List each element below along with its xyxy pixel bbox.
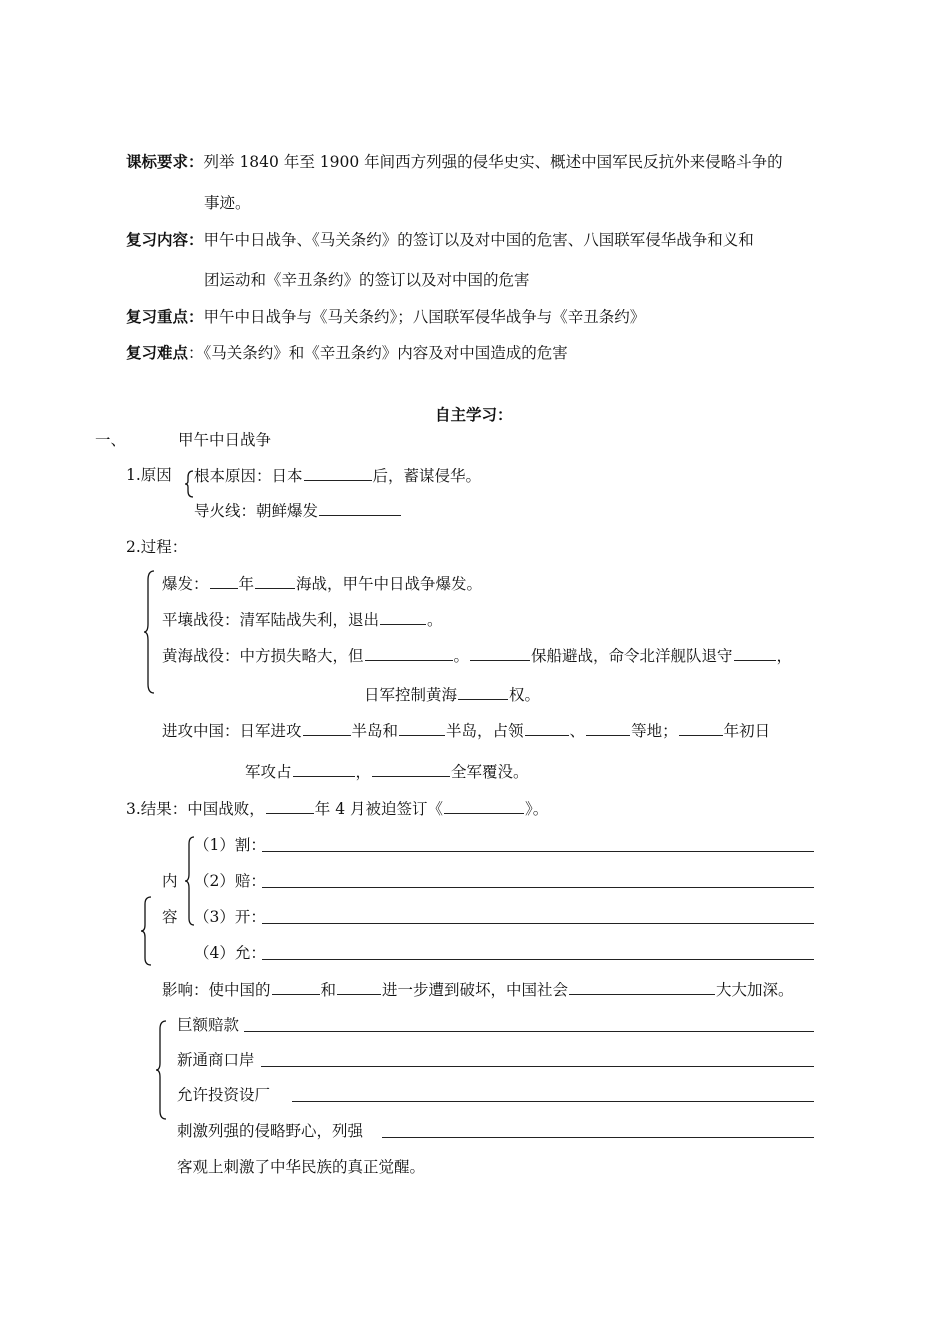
blank[interactable] [293, 761, 355, 777]
answer-line[interactable] [262, 959, 814, 960]
review-content-label: 复习内容： [126, 230, 204, 249]
blank[interactable] [255, 573, 295, 589]
impact-text-b: 和 [320, 981, 337, 999]
invade-text-c: 半岛，占领 [446, 722, 524, 740]
requirement-text-cont: 事迹。 [204, 194, 251, 212]
content-item-cede: （1）割： [194, 836, 266, 854]
outbreak-text: 爆发： [162, 575, 209, 593]
cause-label: 1.原因 [126, 466, 172, 484]
pyongyang-text: 平壤战役：清军陆战失利，退出 [162, 611, 380, 629]
blank[interactable] [679, 720, 723, 736]
review-content-text-cont: 团运动和《辛丑条约》的签订以及对中国的危害 [204, 271, 530, 289]
review-focus [126, 307, 645, 327]
result-text-c: 》。 [525, 800, 549, 818]
cause-root [194, 465, 481, 486]
impact-item-factories: 允许投资设厂 [177, 1086, 271, 1104]
impact-item-ports: 新通商口岸 [177, 1051, 255, 1069]
process-outbreak [162, 573, 482, 594]
content-char-1: 内 [162, 872, 178, 890]
review-content-text: 甲午中日战争、《马关条约》的签订以及对中国的危害、八国联军侵华战争和义和 [203, 231, 754, 249]
curriculum-requirement [126, 152, 783, 172]
blank[interactable] [399, 720, 445, 736]
review-difficulty [126, 343, 568, 363]
result-text-b: 年 4 月被迫签订《 [314, 800, 444, 818]
blank[interactable] [569, 979, 715, 995]
invade-text-i: 全军覆没。 [451, 763, 529, 781]
result-text: 3.结果：中国战败， [126, 800, 265, 818]
answer-line[interactable] [382, 1137, 814, 1138]
blank[interactable] [525, 720, 569, 736]
answer-line[interactable] [244, 1031, 814, 1032]
impact-awakening: 客观上刺激了中华民族的真正觉醒。 [177, 1158, 426, 1176]
invade-text-b: 半岛和 [351, 722, 399, 740]
content-item-indemnity: （2）赔： [194, 872, 266, 890]
answer-line[interactable] [262, 851, 814, 852]
section-title: 甲午中日战争 [178, 431, 272, 449]
blank[interactable] [734, 645, 776, 661]
impact-item-ambition: 刺激列强的侵略野心，列强 [177, 1122, 364, 1140]
content-item-allow: （4）允： [194, 944, 266, 962]
invade-text-d: 、 [569, 722, 586, 740]
impact-brace [155, 1020, 169, 1120]
pyongyang-text-end: 。 [427, 611, 443, 629]
invade-text: 进攻中国：日军进攻 [162, 722, 302, 740]
process-label: 2.过程： [126, 538, 188, 556]
answer-line[interactable] [292, 1101, 814, 1102]
yellow-sea-text-b: 。 [453, 647, 470, 665]
cause-fuse [194, 500, 402, 521]
review-focus-label: 复习重点： [126, 307, 204, 326]
process-pyongyang [162, 609, 443, 630]
requirement-text: 列举 1840 年至 1900 年间西方列强的侵华史实、概述中国军民反抗外来侵略斗争的 [203, 153, 783, 171]
invade-text-h: ， [355, 763, 372, 781]
blank[interactable] [319, 500, 401, 516]
impact-item-indemnity: 巨额赔款 [177, 1016, 240, 1034]
outbreak-year-text: 年 [238, 575, 255, 593]
invade-text-f: 年初日 [723, 722, 771, 740]
yellow-sea-control-end: 权。 [509, 686, 541, 704]
cause-root-text-end: 后，蓄谋侵华。 [372, 467, 482, 485]
review-focus-text: 甲午中日战争与《马关条约》；八国联军侵华战争与《辛丑条约》 [203, 308, 646, 326]
impact-text-c: 进一步遭到破坏，中国社会 [382, 981, 569, 999]
blank[interactable] [210, 573, 238, 589]
blank[interactable] [458, 684, 508, 700]
self-study-heading: 自主学习： [435, 405, 513, 424]
yellow-sea-control-text: 日军控制黄海 [364, 686, 458, 704]
blank[interactable] [380, 609, 426, 625]
blank[interactable] [444, 798, 524, 814]
invade-text-g: 军攻占 [245, 763, 292, 781]
yellow-sea-text: 黄海战役：中方损失略大，但 [162, 647, 364, 665]
requirement-label: 课标要求： [126, 152, 204, 171]
blank[interactable] [470, 645, 530, 661]
blank[interactable] [586, 720, 630, 736]
blank[interactable] [365, 645, 453, 661]
content-item-open-ports: （3）开： [194, 908, 266, 926]
cause-fuse-text: 导火线：朝鲜爆发 [194, 502, 319, 520]
impact-line [162, 979, 794, 1000]
blank[interactable] [272, 979, 320, 995]
blank[interactable] [304, 465, 372, 481]
outbreak-text-end: 海战，甲午中日战争爆发。 [296, 575, 483, 593]
blank[interactable] [372, 761, 450, 777]
content-outer-brace [140, 896, 154, 966]
content-char-2: 容 [162, 908, 178, 926]
blank[interactable] [337, 979, 381, 995]
review-difficulty-text: ：《马关条约》和《辛丑条约》内容及对中国造成的危害 [188, 344, 568, 362]
process-invade [162, 720, 770, 741]
answer-line[interactable] [261, 1066, 814, 1067]
process-invade-cont [245, 761, 529, 782]
process-brace [143, 570, 157, 694]
impact-text-d: 大大加深。 [716, 981, 794, 999]
answer-line[interactable] [262, 887, 814, 888]
blank[interactable] [266, 798, 314, 814]
review-difficulty-label: 复习难点 [126, 343, 189, 362]
process-yellow-sea-cont [364, 684, 540, 705]
yellow-sea-text-d: ， [776, 647, 793, 665]
process-yellow-sea [162, 645, 792, 666]
impact-text: 影响：使中国的 [162, 981, 271, 999]
yellow-sea-text-c: 保船避战，命令北洋舰队退守 [531, 647, 733, 665]
section-number: 一、 [95, 431, 127, 449]
result-line [126, 798, 548, 819]
invade-text-e: 等地； [631, 722, 678, 740]
answer-line[interactable] [262, 923, 814, 924]
review-content [126, 230, 754, 250]
blank[interactable] [303, 720, 351, 736]
cause-root-text: 根本原因：日本 [194, 467, 303, 485]
